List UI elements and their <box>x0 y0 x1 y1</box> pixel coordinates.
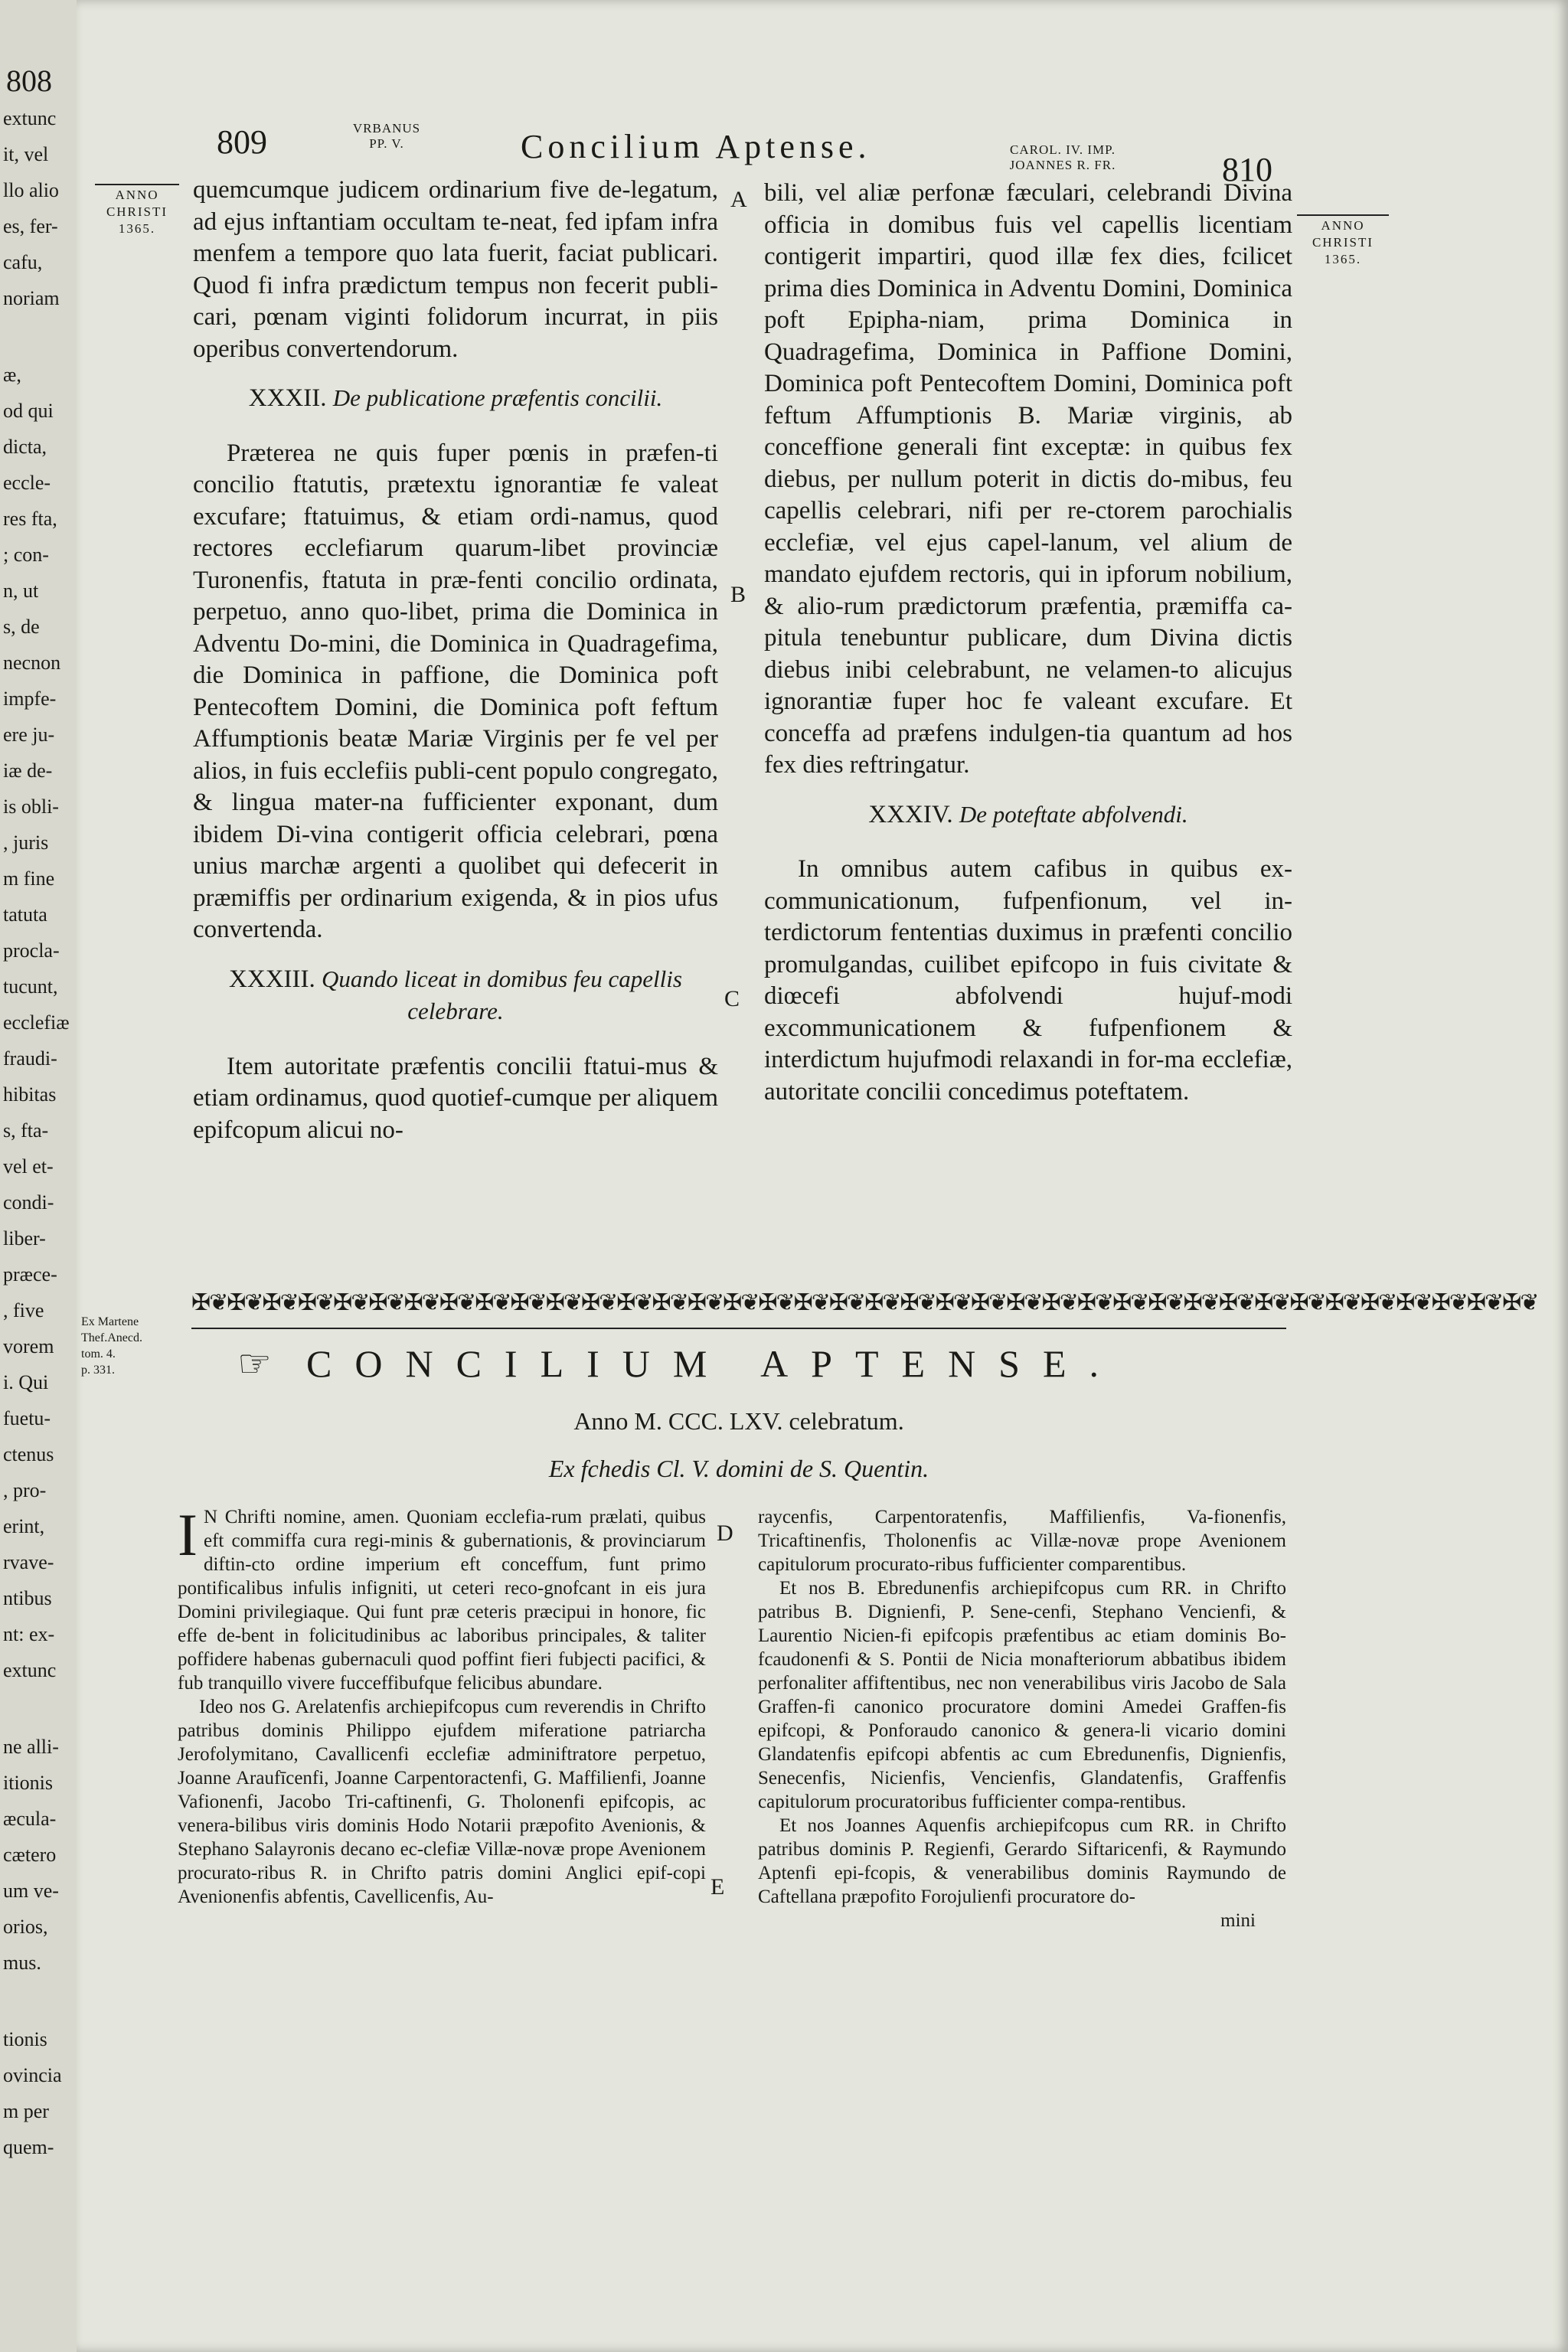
emperor-name: CAROL. IV. IMP. <box>1010 142 1116 157</box>
previous-page-fragment: ovincia <box>3 2064 62 2086</box>
previous-page-fragment: liber- <box>3 1227 46 1250</box>
previous-page-fragment: ntibus <box>3 1587 52 1609</box>
previous-page-fragment: procla- <box>3 939 60 962</box>
previous-page-fragment: ecclefiæ <box>3 1011 70 1034</box>
previous-page-fragment: is obli- <box>3 795 59 818</box>
previous-page-fragment: iæ de- <box>3 760 53 782</box>
pope-title: PP. V. <box>369 136 404 151</box>
left-column <box>193 175 718 1146</box>
previous-page-fragment: , juris <box>3 831 49 854</box>
previous-page-fragment: vel et- <box>3 1155 54 1178</box>
running-head: Concilium Aptense. <box>521 128 871 165</box>
previous-page-number: 808 <box>6 64 52 98</box>
paragraph: bili, vel aliæ perfonæ fæculari, celebrandi Divina officia in domibus fuis vel capellis licentiam contigerit impartiri, quod illæ fex dies, fcilicet prima dies Dominica in Adventu Domini, Dominica poft Epipha-niam, prima Dominica in Quadragefima, Dominica in Paffione Domini, Dominica poft Pentecoftem Domini, Dominica poft feftum Affumptionis B. Mariæ virginis, ab conceffione generali fint exceptæ: in quibus fex diebus, per nullum poterit in dictis do-mibus, feu capellis celebrari, nifi per re-ctorem parochialis ecclefiæ, vel ejus capel-lanum, vel alium de mandato ejufdem rectoris, qui in ipforum nobilium, & alio-rum prædictorum præfentia, præmiffa ca-pitula tenebuntur publicare, dum Divina dictis diebus inibi celebrabunt, ne velamen-to alicujus ignorantiæ fuper hoc fe valeant excufare. Et conceffa ad præfens indulgen-tia quantum ad hos fex dies reftringatur. <box>764 179 1292 779</box>
previous-page-fragment: condi- <box>3 1191 54 1214</box>
previous-page-fragment: hibitas <box>3 1083 57 1106</box>
section-heading-32: XXXII. De publicatione præfentis concilii. <box>248 384 663 412</box>
paragraph: Ideo nos G. Arelatenfis archiepifcopus cum reverendis in Chrifto patribus dominis Philippo ejufdem miferatione patriarcha Jerofolymitano, Cavallicenfi ecclefiæ adminiftratore perpetuo, Joanne Araufīcenfi, Joanne Carpentoractenfi, G. Maffilienfi, Joanne Vafionenfi, Jacobo Tri-caftinenfi, G. Tholonenfi epifcopis, ac venera-bilibus viris dominis Hodo Notarii præpofito Avenionis, & Stephano Salayronis decano ec-clefiæ Villæ-novæ prope Avenionem procurato-ribus R. in Chrifto patris domini Anglici epif-copi Avenionenfis abfentis, Cavellicenfis, Au- <box>178 1697 706 1907</box>
paragraph: quemcumque judicem ordinarium five de-legatum, ad ejus inftantiam occultam te-neat, fed ipfam infra menfem a tempore quo lata fuerit, faciat publicari. Quod fi infra prædictum tempus non fecerit publi-cari, pœnam viginti folidorum incurrat, in piis operibus convertendorum. <box>193 176 718 363</box>
previous-page-fragment: i. Qui <box>3 1371 49 1393</box>
previous-page-fragment: ne alli- <box>3 1736 59 1758</box>
catchword: mini <box>1220 1910 1256 1931</box>
section-title: CONCILIUM APTENSE. <box>306 1342 1122 1385</box>
pope-heading <box>345 121 429 152</box>
previous-page-fragment: um ve- <box>3 1880 59 1902</box>
margin-letter-d: D <box>717 1521 733 1546</box>
previous-page-fragment: tatuta <box>3 903 47 926</box>
previous-page-fragment: ; con- <box>3 544 49 566</box>
previous-page-fragment: noriam <box>3 287 60 309</box>
anno-christi-left: ANNO CHRISTI 1365. <box>95 184 179 237</box>
previous-page-fragment: it, vel <box>3 143 49 165</box>
margin-letter-c: C <box>724 986 740 1011</box>
margin-letter-a: A <box>730 187 747 212</box>
paragraph: Præterea ne quis fuper pœnis in præfen-ti concilio ftatutis, prætextu ignorantiæ fe valeat excufare; ftatuimus, & etiam ordi-namus, quod rectores ecclefiarum quarum-libet provinciæ Turonenfis, ftatuta in præ-fenti concilio ordinata, perpetuo, anno quo-libet, prima die Dominica in Adventu Do-mini, die Dominica in Quadragefima, die Dominica in paffione, die Dominica poft Pentecoftem Domini, die Dominica poft feftum Affumptionis beatæ Mariæ Virginis per fe vel per alios, in fuis ecclefiis publi-cent populo congregato, & lingua mater-na fufficienter exponant, dum ibidem Di-vina contigerit officia celebrari, pœna unius marchæ argenti a quolibet qui defecerit in præmiffis per ordinarium exigenda, & in pios ufus convertenda. <box>193 439 718 943</box>
previous-page-fragment: necnon <box>3 652 61 674</box>
drop-cap: I <box>178 1501 198 1568</box>
page-number-right: 810 <box>1222 151 1272 188</box>
previous-page-fragment: orios, <box>3 1916 48 1938</box>
previous-page-fragment: od qui <box>3 400 54 422</box>
previous-page-fragment: nt: ex- <box>3 1623 55 1645</box>
section-heading-33: XXXIII. Quando liceat in domibus feu capellis celebrare. <box>229 965 682 1024</box>
previous-page-fragment: s, de <box>3 616 40 638</box>
margin-letter-e: E <box>710 1874 725 1900</box>
ornamental-band: ✠❦✠❦✠❦✠❦✠❦✠❦✠❦✠❦✠❦✠❦✠❦✠❦✠❦✠❦✠❦✠❦✠❦✠❦✠❦✠❦✠❦✠❦✠❦✠❦✠❦✠❦✠❦✠❦✠❦✠❦✠❦✠❦✠❦✠❦✠❦✠❦✠❦✠❦ <box>191 1290 1538 1315</box>
previous-page-fragment: itionis <box>3 1772 54 1794</box>
title-source: Ex fchedis Cl. V. domini de S. Quentin. <box>548 1455 929 1482</box>
previous-page-fragment: vorem <box>3 1335 54 1357</box>
paragraph: In omnibus autem cafibus in quibus ex-communicationum, fufpenfionum, vel in-terdictorum fententias duximus in præfenti concilio promulgandas, cuilibet epifcopo in fuis civitate & diœcefi abfolvendi hujuf-modi excommunicationem & fufpenfionem & interdictum hujufmodi relaxandi in for-ma ecclefiæ, autoritate concilii concedimus poteftatem. <box>764 855 1292 1106</box>
previous-page-fragment: es, fer- <box>3 215 58 237</box>
previous-page-fragment: fuetu- <box>3 1407 51 1429</box>
king-name: JOANNES R. FR. <box>1009 158 1116 172</box>
previous-page-fragment: eccle- <box>3 472 51 494</box>
previous-page-fragment: ctenus <box>3 1443 54 1465</box>
previous-page-fragment: extunc <box>3 1659 57 1681</box>
previous-page-fragment: tionis <box>3 2028 47 2050</box>
previous-page-fragment: quem- <box>3 2136 54 2158</box>
previous-page-fragment: fraudi- <box>3 1047 57 1070</box>
small-right-column <box>758 1505 1286 1932</box>
title-date: Anno M. CCC. LXV. celebratum. <box>573 1407 904 1435</box>
previous-page-fragment: , five <box>3 1299 44 1321</box>
previous-page-fragment: tucunt, <box>3 975 58 998</box>
previous-page-fragment: cætero <box>3 1844 57 1866</box>
previous-page-fragment: extunc <box>3 107 57 129</box>
page-number-left: 809 <box>217 123 267 161</box>
anno-christi-right: ANNO CHRISTI 1365. <box>1297 214 1389 268</box>
previous-page-fragment: æ, <box>3 364 21 386</box>
paragraph: raycenfis, Carpentoratenfis, Maffilienfis, Va-fionenfis, Tricaftinenfis, Tholonenfis ac Villæ-novæ prope Avenionem capitulorum procurato-ribus fufficienter comparentibus. <box>758 1507 1286 1575</box>
pointing-hand-icon: ☞ <box>237 1342 272 1385</box>
previous-page-fragment: mus. <box>3 1952 41 1974</box>
divider <box>191 1328 1286 1329</box>
previous-page-fragment: s, fta- <box>3 1119 49 1142</box>
previous-page-fragment: erint, <box>3 1515 45 1537</box>
paragraph: Item autoritate præfentis concilii ftatui-mus & etiam ordinamus, quod quotief-cumque per aliquem epifcopum alicui no- <box>193 1052 718 1144</box>
source-reference: Ex Martene Thef.Anecd. tom. 4. p. 331. <box>81 1315 142 1377</box>
ruler-heading <box>994 142 1132 173</box>
previous-page-fragment: , pro- <box>3 1479 47 1501</box>
margin-letter-b: B <box>730 582 746 607</box>
previous-page-fragment: ere ju- <box>3 724 55 746</box>
previous-page-fragment: rvave- <box>3 1551 54 1573</box>
previous-page-fragment: llo alio <box>3 179 59 201</box>
book-page <box>77 0 1568 2352</box>
previous-page-fragment: res fta, <box>3 508 57 530</box>
right-column <box>764 178 1292 1108</box>
previous-page-fragment: m fine <box>3 867 55 890</box>
paragraph: Et nos B. Ebredunenfis archiepifcopus cum RR. in Chrifto patribus B. Dignienfi, P. Sene-cenfi, Stephano Vencienfi, & Laurentio Nicien-fi epifcopis præfentibus ac etiam dominis Bo-fcaudonenfi & S. Pontii de Nicia monafteriorum abbatibus ibidem perfonaliter affiftentibus, nec non venerabilibus viris Jacobo de Sala Graffen-fi canonico procuratore domini Amedei Graffen-fis epifcopi, & Ponforaudo canonico & genera-li vicario domini Glandatenfis epifcopi abfentis ac cum Ebredunenfis, Dignienfis, Senecenfis, Nicienfis, Vencienfis, Glandatenfis, Graffenfis capitulorum procuratoribus fufficienter compa-rentibus. <box>758 1578 1286 1812</box>
previous-page-fragment: cafu, <box>3 251 43 273</box>
previous-page-fragment: impfe- <box>3 688 57 710</box>
pope-name: VRBANUS <box>352 121 421 136</box>
previous-page-fragment: n, ut <box>3 580 39 602</box>
previous-page-fragment: dicta, <box>3 436 47 458</box>
opening-paragraph: I N Chrifti nomine, amen. Quoniam ecclefia-rum prælati, quibus eft commiffa cura regi-minis & gubernationis, & provinciarum diftin-cto ordine imperium eft conceffum, funt primo pontificalibus infulis infigniti, ut ceteri reco-gnofcant in eis jura Domini privilegiaque. Qui funt præ ceteris præcipui in honore, fic effe de-bent in folicitudinibus ac laboribus principales, & taliter poffidere habenas gubernaculi quod poffint fieri fubjecti pacifici, & fub tranquillo vivere fucceffibufque felicibus abundare. <box>178 1501 706 1694</box>
previous-page-fragment: æcula- <box>3 1808 57 1830</box>
small-left-column <box>178 1501 706 1909</box>
previous-page-fragment: m per <box>3 2100 49 2122</box>
previous-page-fragment: præce- <box>3 1263 57 1285</box>
section-heading-34: XXXIV. De poteftate abfolvendi. <box>868 800 1188 828</box>
paragraph: Et nos Joannes Aquenfis archiepifcopus cum RR. in Chrifto patribus dominis P. Regienfi, Gerardo Siftaricenfi, & Raymundo Aptenfi epi-fcopis, & venerabilibus dominis Raymundo de Caftellana præpofito Forojulienfi procuratore do- <box>758 1815 1286 1907</box>
